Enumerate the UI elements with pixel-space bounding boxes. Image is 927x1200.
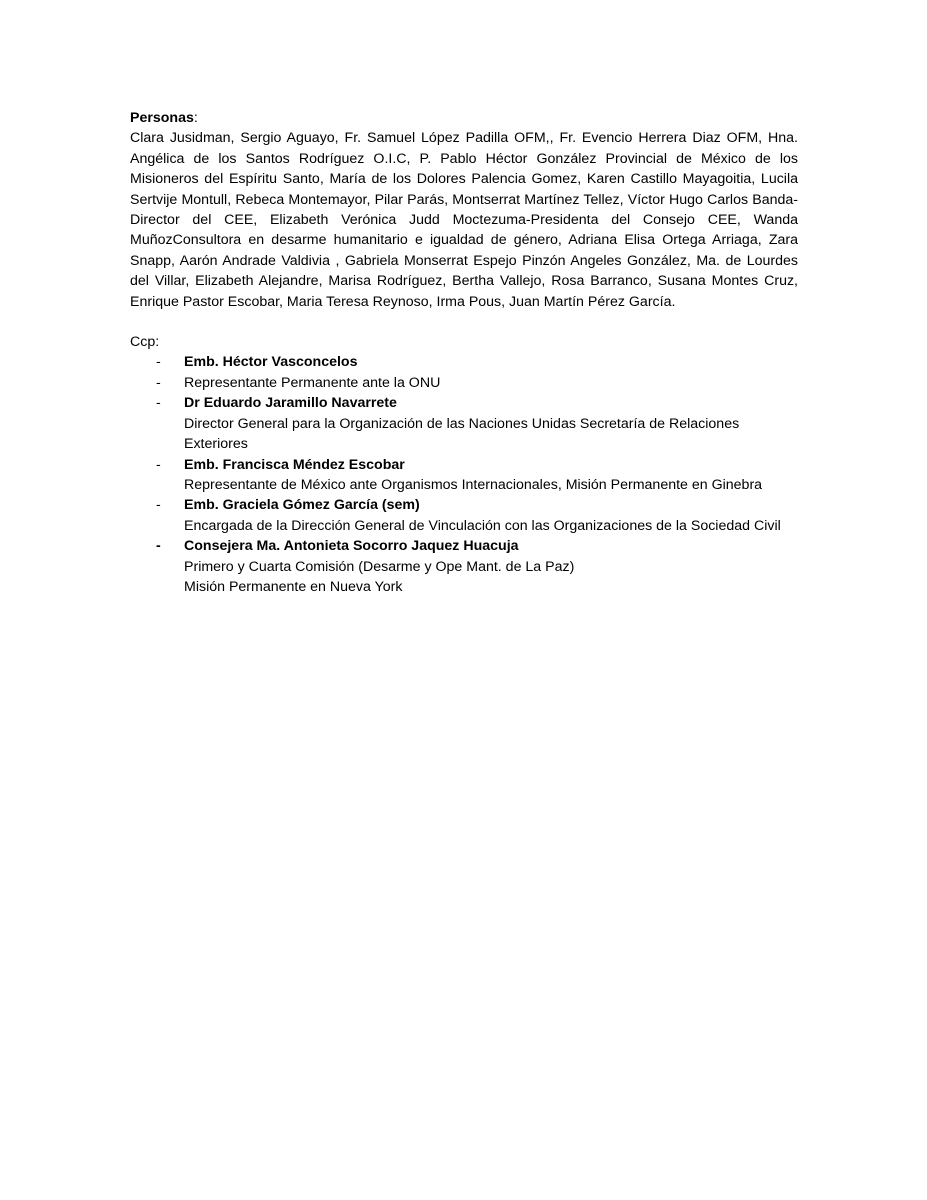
ccp-recipient-role: Representante de México ante Organismos Internacionales, Misión Permanente en Ginebra <box>184 476 763 493</box>
ccp-item-gomez <box>130 495 798 536</box>
ccp-recipient-role: Primero y Cuarta Comisión (Desarme y Ope Mant. de La Paz) <box>184 558 575 575</box>
ccp-item-onu-representative <box>130 373 798 393</box>
ccp-recipient-name: Emb. Graciela Gómez García (sem) <box>184 497 420 514</box>
persons-list-text: Clara Jusidman, Sergio Aguayo, Fr. Samuel López Padilla OFM,, Fr. Evencio Herrera Diaz OFM, Hna. Angélica de los Santos Rodríguez O.I.C, P. Pablo Héctor González Provincial de México de los Misioneros del Espíritu Santo, María de los Dolores Palencia Gomez, Karen Castillo Mayagoitia, Lucila Sertvije Montull, Rebeca Montemayor, Pilar Parás, Montserrat Martínez Tellez, Víctor Hugo Carlos Banda-Director del CEE, Elizabeth Verónica Judd Moctezuma-Presidenta del Consejo CEE, Wanda MuñozConsultora en desarme humanitario e igualdad de género, Adriana Elisa Ortega Arriaga, Zara Snapp, Aarón Andrade Valdivia , Gabriela Monserrat Espejo Pinzón Angeles González, Ma. de Lourdes del Villar, Elizabeth Alejandre, Marisa Rodríguez, Bertha Vallejo, Rosa Barranco, Susana Montes Cruz, Enrique Pastor Escobar, Maria Teresa Reynoso, Irma Pous, Juan Martín Pérez García. <box>130 130 798 310</box>
ccp-recipient-role: Encargada de la Dirección General de Vinculación con las Organizaciones de la Sociedad Civil <box>184 517 781 534</box>
document-body <box>130 108 798 597</box>
persons-heading <box>130 108 798 128</box>
list-dash: - <box>156 354 161 371</box>
ccp-recipient-name: Dr Eduardo Jaramillo Navarrete <box>184 395 397 412</box>
list-dash: - <box>156 456 161 473</box>
ccp-label: Ccp: <box>130 334 160 351</box>
list-dash: - <box>156 374 161 391</box>
ccp-recipient-name: Emb. Héctor Vasconcelos <box>184 354 358 371</box>
list-dash: - <box>156 538 161 555</box>
ccp-recipient-name: Emb. Francisca Méndez Escobar <box>184 456 405 473</box>
ccp-recipient-name: Consejera Ma. Antonieta Socorro Jaquez Huacuja <box>184 538 519 555</box>
ccp-item-mendez <box>130 455 798 496</box>
persons-label: Personas <box>130 110 194 126</box>
ccp-recipient-role: Representante Permanente ante la ONU <box>184 374 441 391</box>
persons-colon: : <box>193 110 198 126</box>
ccp-recipient-role-location: Misión Permanente en Nueva York <box>184 578 403 595</box>
ccp-item-jaquez <box>130 536 798 597</box>
ccp-item-vasconcelos <box>130 352 798 372</box>
list-dash: - <box>156 395 161 412</box>
ccp-recipient-role: Director General para la Organización de las Naciones Unidas Secretaría de Relaciones Exteriores <box>184 415 740 453</box>
list-dash: - <box>156 497 161 514</box>
ccp-list <box>130 352 798 597</box>
ccp-item-jaramillo <box>130 393 798 454</box>
